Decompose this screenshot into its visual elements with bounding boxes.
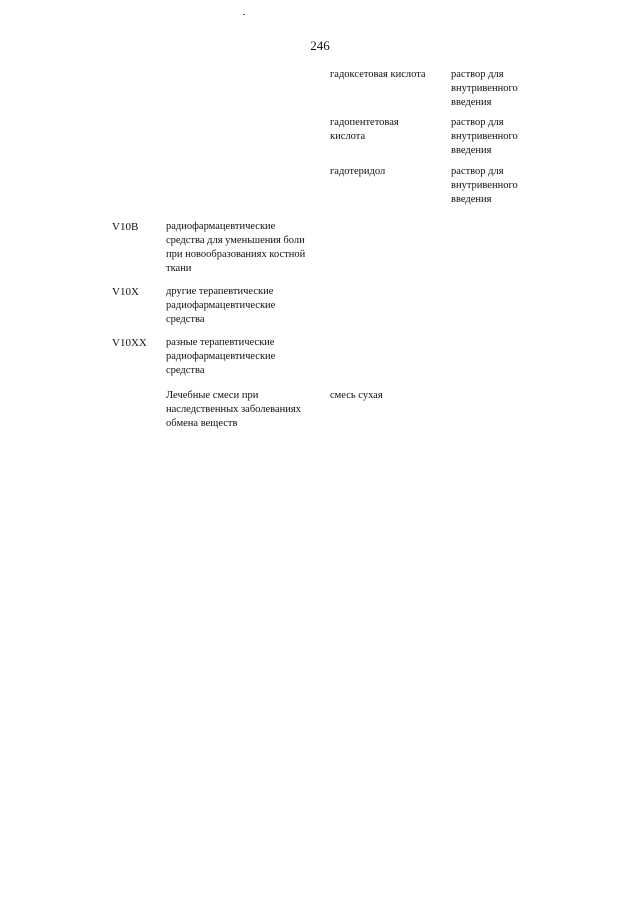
drug-name: гадопентетовая кислота: [330, 117, 399, 142]
drug-name: смесь сухая: [330, 390, 383, 401]
dosage-form: раствор для внутривенного введения: [451, 166, 518, 205]
anatomical-therapeutic-group: Лечебные смеси при наследственных заболеваниях обмена веществ: [166, 390, 301, 429]
atc-code: V10XX: [112, 337, 147, 349]
anatomical-therapeutic-group: разные терапевтические радиофармацевтические средства: [166, 337, 276, 376]
dosage-form: раствор для внутривенного введения: [451, 117, 518, 156]
atc-code: V10X: [112, 286, 139, 298]
page-number: 246: [310, 38, 330, 53]
scan-mark: [243, 14, 245, 15]
drug-name: гадоксетовая кислота: [330, 69, 426, 80]
drug-name: гадотеридол: [330, 166, 386, 177]
atc-code: V10B: [112, 221, 139, 233]
anatomical-therapeutic-group: другие терапевтические радиофармацевтические средства: [166, 286, 276, 325]
anatomical-therapeutic-group: радиофармацевтические средства для уменьшения боли при новообразованиях костной ткани: [166, 221, 306, 274]
dosage-form: раствор для внутривенного введения: [451, 69, 518, 108]
